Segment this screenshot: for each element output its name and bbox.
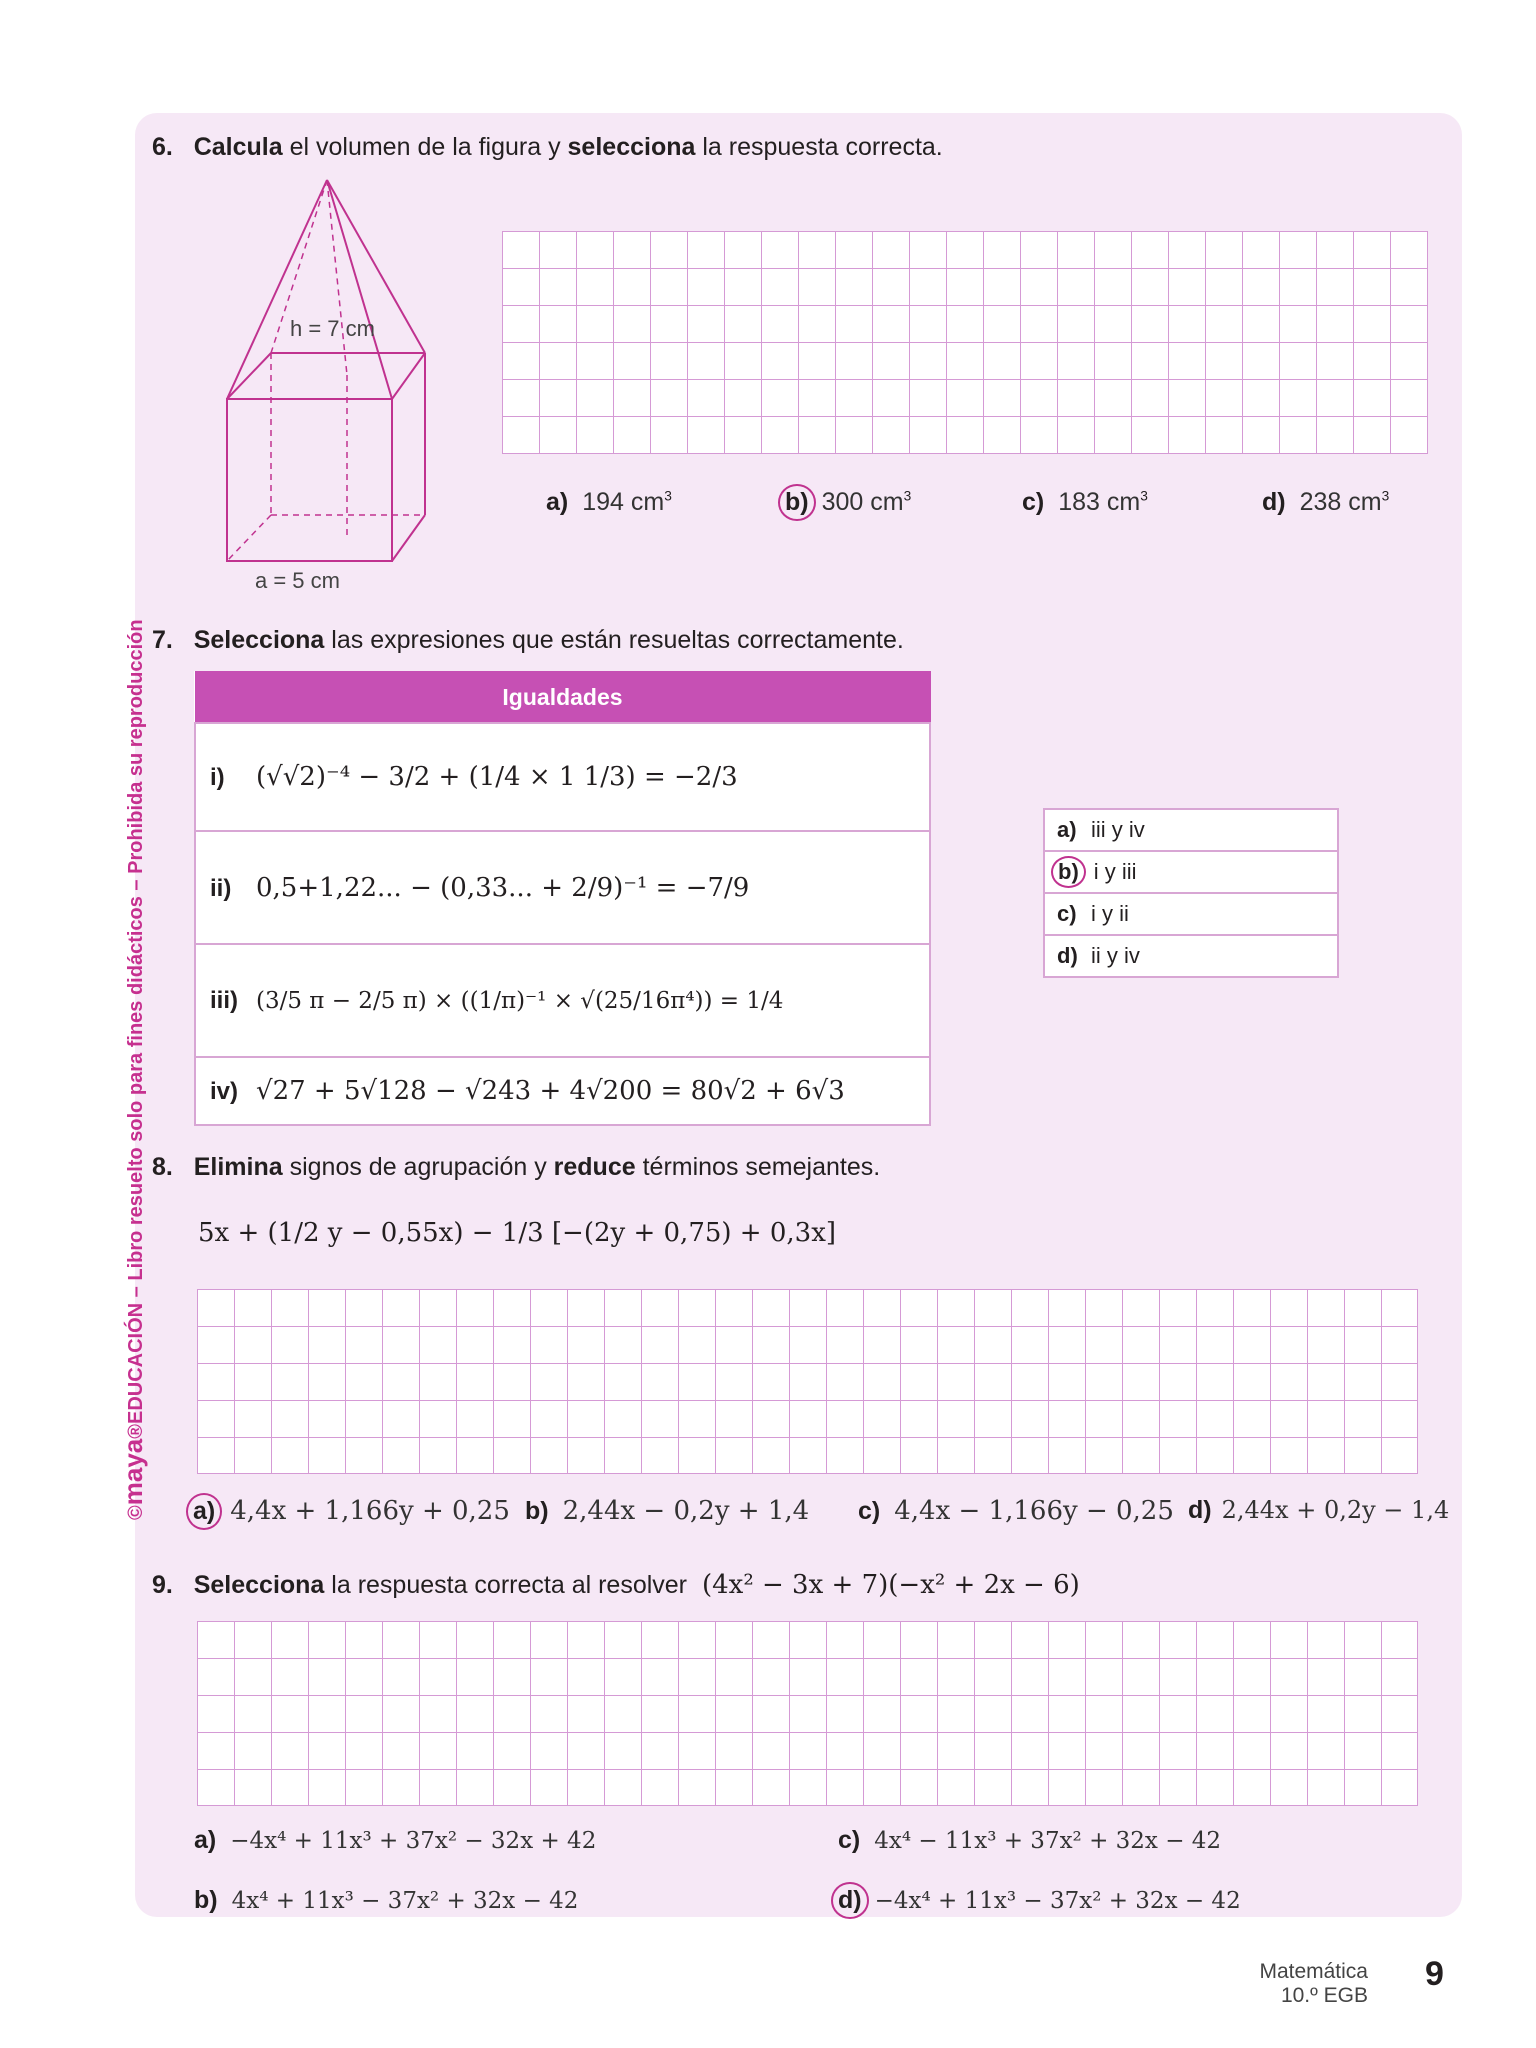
selected-circle: b): [1051, 856, 1086, 888]
table-row: iv) √27 + 5√128 − √243 + 4√200 = 80√2 + 6√3: [195, 1057, 930, 1125]
selected-circle: b): [778, 484, 816, 521]
subject-label: Matemática: [1259, 1960, 1368, 1983]
copyright-side-text: ©maya®EDUCACIÓN – Libro resuelto solo para fines didácticos – Prohibida su reproducción: [118, 619, 148, 1520]
brand-logo: maya: [118, 1438, 148, 1506]
footer-book-info: [1259, 1960, 1368, 2008]
q7-choice-c[interactable]: c) i y ii: [1044, 893, 1338, 935]
q9-option-a[interactable]: a) −4x⁴ + 11x³ + 37x² − 32x + 42: [194, 1826, 597, 1854]
grade-label: 10.º EGB: [1280, 1984, 1368, 2007]
q9-option-d[interactable]: d) −4x⁴ + 11x³ − 37x² + 32x − 42: [831, 1882, 1241, 1919]
answer-grid-q6[interactable]: [502, 231, 1428, 454]
selected-circle: d): [831, 1882, 869, 1919]
q9-expression: (4x² − 3x + 7)(−x² + 2x − 6): [701, 1570, 1080, 1600]
q8-option-d[interactable]: d) 2,44x + 0,2y − 1,4: [1188, 1496, 1450, 1524]
answer-grid-q8[interactable]: [197, 1289, 1418, 1474]
table-header: Igualdades: [195, 672, 930, 724]
answer-grid-q9[interactable]: [197, 1621, 1418, 1806]
question-9-heading: 9. Selecciona la respuesta correcta al resolver (4x² − 3x + 7)(−x² + 2x − 6): [152, 1570, 1080, 1600]
q7-choice-d[interactable]: d) ii y iv: [1044, 935, 1338, 977]
q8-option-b[interactable]: b) 2,44x − 0,2y + 1,4: [525, 1496, 810, 1526]
question-8-heading: 8. Elimina signos de agrupación y reduce términos semejantes.: [152, 1153, 881, 1181]
q6-option-b[interactable]: b) 300 $cm^3$: [785, 484, 911, 521]
q8-option-a[interactable]: a) 4,4x + 1,166y + 0,25: [186, 1493, 510, 1530]
side-length-label: a = 5 cm: [255, 568, 340, 593]
q6-option-a[interactable]: a) 194 $cm^3$: [546, 488, 672, 516]
page-number: 9: [1425, 1955, 1444, 1993]
q7-choice-a[interactable]: a) iii y iv: [1044, 809, 1338, 851]
question-6-heading: 6. Calcula el volumen de la figura y selecciona la respuesta correcta.: [152, 133, 943, 161]
q7-choice-b[interactable]: b) i y iii: [1044, 851, 1338, 893]
table-row: ii) 0,5+1,22... − (0,33... + 2/9)⁻¹ = −7/9: [195, 831, 930, 944]
question-7-heading: 7. Selecciona las expresiones que están resueltas correctamente.: [152, 626, 904, 654]
q6-option-d[interactable]: d) 238 $cm^3$: [1262, 488, 1390, 516]
table-row: iii) (3/5 π − 2/5 π) × ((1/π)⁻¹ × √(25/16π⁴)) = 1/4: [195, 944, 930, 1057]
pyramid-prism-figure: [215, 170, 455, 600]
q9-option-c[interactable]: c) 4x⁴ − 11x³ + 37x² + 32x − 42: [838, 1826, 1222, 1854]
q8-expression: 5x + (1/2 y − 0,55x) − 1/3 [−(2y + 0,75) + 0,3x]: [198, 1218, 837, 1248]
q6-option-c[interactable]: c) 183 $cm^3$: [1022, 488, 1148, 516]
q9-option-b[interactable]: b) 4x⁴ + 11x³ − 37x² + 32x − 42: [194, 1886, 579, 1914]
q7-choices-table: [1043, 808, 1339, 978]
q8-option-c[interactable]: c) 4,4x − 1,166y − 0,25: [858, 1496, 1174, 1526]
selected-circle: a): [186, 1493, 222, 1530]
table-row: i) (√√2)⁻⁴ − 3/2 + (1/4 × 1 1/3) = −2/3: [195, 723, 930, 831]
height-label: h = 7 cm: [290, 316, 375, 341]
equalities-table: [194, 671, 931, 1126]
